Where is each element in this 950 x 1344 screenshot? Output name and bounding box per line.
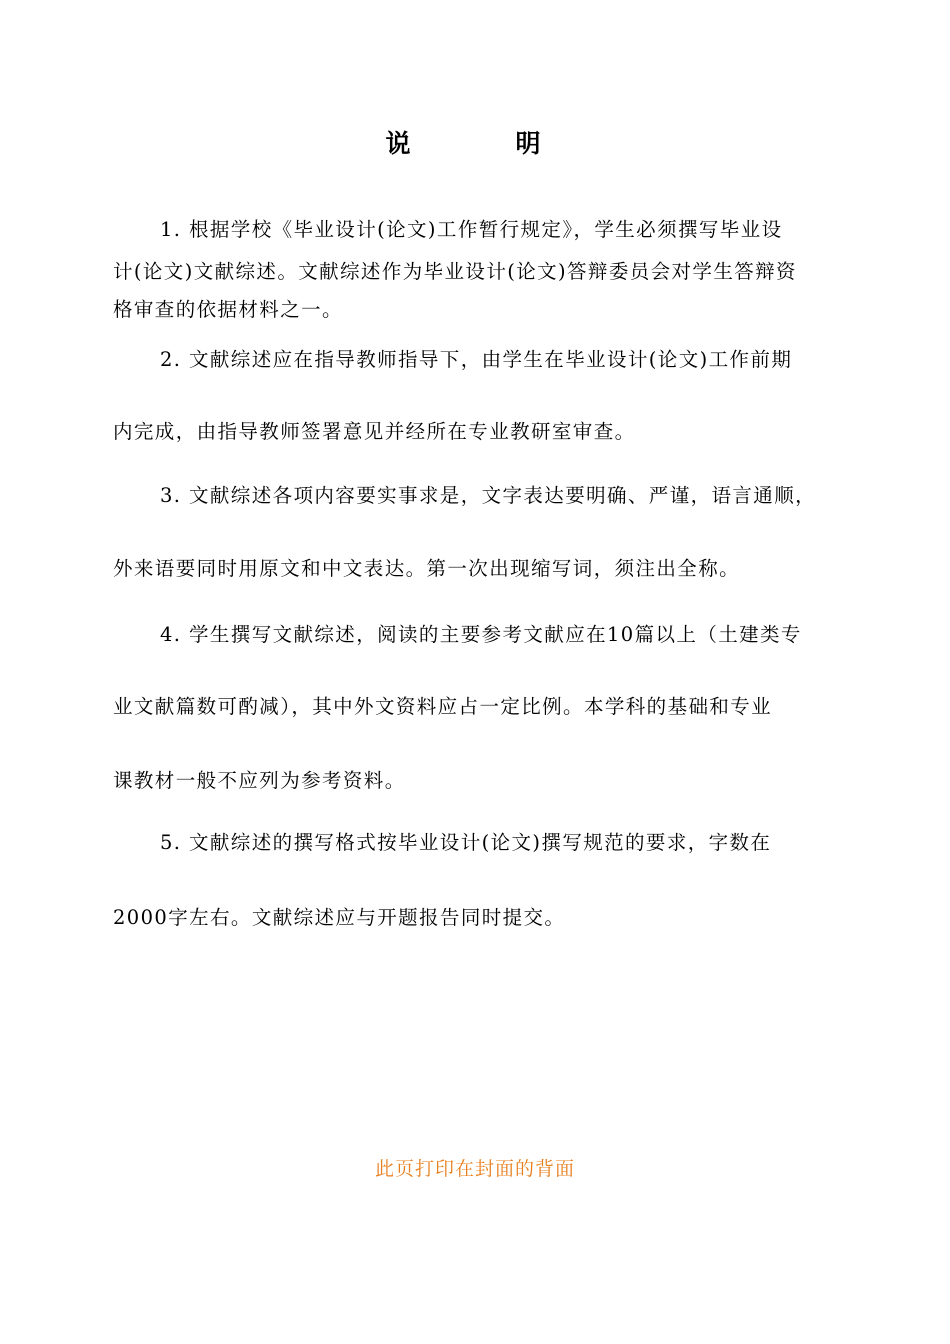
item-2-line-1: 2. 文献综述应在指导教师指导下，由学生在毕业设计(论文)工作前期 xyxy=(160,348,793,371)
item-1-line-3: 格审查的依据材料之一。 xyxy=(113,298,343,321)
item-3-line-1: 3. 文献综述各项内容要实事求是，文字表达要明确、严谨，语言通顺， xyxy=(160,484,817,507)
item-3-line-2: 外来语要同时用原文和中文表达。第一次出现缩写词，须注出全称。 xyxy=(113,557,741,580)
item-4-line-1: 4. 学生撰写文献综述，阅读的主要参考文献应在10篇以上（土建类专 xyxy=(160,623,802,646)
item-4-line-2: 业文献篇数可酌减），其中外文资料应占一定比例。本学科的基础和专业 xyxy=(113,695,773,718)
item-2-line-2: 内完成，由指导教师签署意见并经所在专业教研室审查。 xyxy=(113,420,636,443)
item-1-line-1: 1. 根据学校《毕业设计(论文)工作暂行规定》，学生必须撰写毕业设 xyxy=(160,218,783,241)
item-5-line-2: 2000字左右。文献综述应与开题报告同时提交。 xyxy=(113,906,566,929)
item-5-line-1: 5. 文献综述的撰写格式按毕业设计(论文)撰写规范的要求，字数在 xyxy=(160,831,772,854)
item-4-line-3: 课教材一般不应列为参考资料。 xyxy=(113,769,406,792)
item-1-line-2: 计(论文)文献综述。文献综述作为毕业设计(论文)答辩委员会对学生答辩资 xyxy=(113,260,797,283)
print-note: 此页打印在封面的背面 xyxy=(374,1158,575,1180)
page-title: 说 明 xyxy=(385,129,581,158)
